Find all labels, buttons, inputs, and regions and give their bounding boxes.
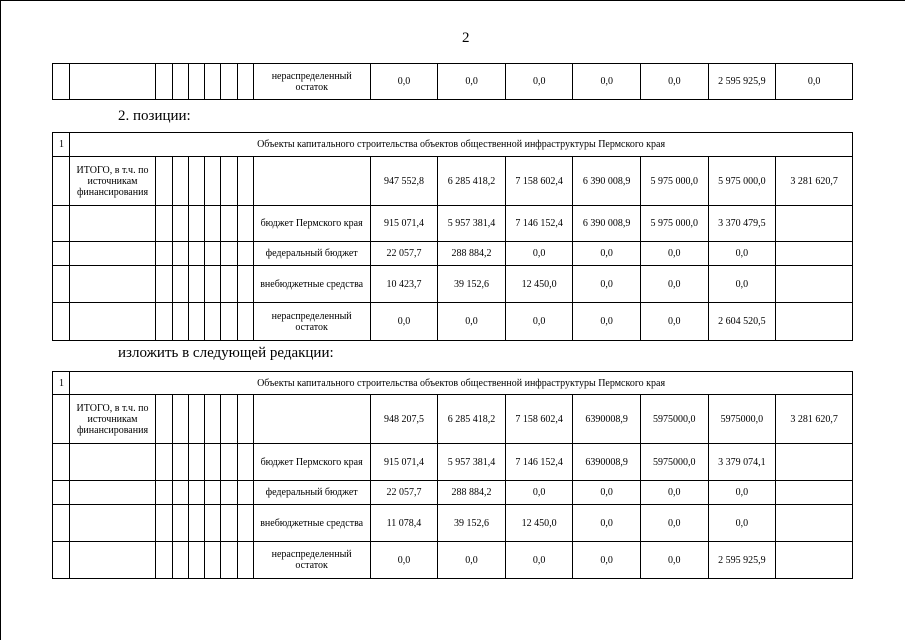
value-cell: 0,0 <box>708 266 776 303</box>
top-fragment-table <box>52 63 853 100</box>
cell <box>70 303 156 341</box>
value-cell: 2 604 520,5 <box>708 303 776 341</box>
value-cell <box>776 505 853 542</box>
heading-new-edition: изложить в следующей редакции: <box>118 345 334 361</box>
value-cell: 0,0 <box>505 242 573 266</box>
cell <box>205 444 221 481</box>
cell <box>189 303 205 341</box>
value-cell: 12 450,0 <box>505 266 573 303</box>
cell <box>53 444 70 481</box>
value-cell: 7 158 602,4 <box>505 157 573 206</box>
row-label: нераспределенный остаток <box>253 64 370 100</box>
value-cell: 0,0 <box>438 64 506 100</box>
cell <box>173 444 189 481</box>
cell <box>155 505 172 542</box>
cell <box>155 266 172 303</box>
value-cell: 6 390 008,9 <box>573 157 641 206</box>
cell <box>155 395 172 444</box>
cell <box>237 505 253 542</box>
value-cell: 0,0 <box>640 303 708 341</box>
cell <box>237 157 253 206</box>
table-row <box>53 303 853 341</box>
table-row <box>53 444 853 481</box>
cell <box>173 395 189 444</box>
value-cell: 915 071,4 <box>370 444 438 481</box>
cell <box>173 206 189 242</box>
value-cell: 5975000,0 <box>640 395 708 444</box>
cell <box>189 395 205 444</box>
value-cell: 0,0 <box>573 266 641 303</box>
value-cell: 0,0 <box>505 64 573 100</box>
row-index: 1 <box>53 372 70 395</box>
cell <box>205 206 221 242</box>
cell <box>221 505 237 542</box>
value-cell: 0,0 <box>573 303 641 341</box>
value-cell: 7 146 152,4 <box>505 206 573 242</box>
cell <box>221 444 237 481</box>
value-cell: 0,0 <box>370 303 438 341</box>
cell <box>53 303 70 341</box>
value-cell: 5975000,0 <box>708 395 776 444</box>
cell <box>53 542 70 579</box>
value-cell: 0,0 <box>640 505 708 542</box>
cell <box>221 157 237 206</box>
value-cell: 5 975 000,0 <box>640 157 708 206</box>
table-row <box>53 266 853 303</box>
cell <box>237 64 253 100</box>
value-cell: 0,0 <box>505 481 573 505</box>
table-title-row <box>53 133 853 157</box>
cell <box>70 505 156 542</box>
value-cell: 6 285 418,2 <box>438 395 506 444</box>
value-cell: 6 390 008,9 <box>573 206 641 242</box>
cell <box>221 242 237 266</box>
page-number: 2 <box>462 30 470 46</box>
cell <box>237 266 253 303</box>
value-cell: 0,0 <box>708 242 776 266</box>
table-row <box>53 157 853 206</box>
cell <box>155 242 172 266</box>
cell <box>155 444 172 481</box>
value-cell: 0,0 <box>640 542 708 579</box>
table-title: Объекты капитального строительства объектов общественной инфраструктуры Пермского края <box>70 133 853 157</box>
cell <box>173 542 189 579</box>
value-cell: 5 975 000,0 <box>708 157 776 206</box>
value-cell: 0,0 <box>708 481 776 505</box>
value-cell: 0,0 <box>438 303 506 341</box>
cell <box>70 542 156 579</box>
left-edge-line <box>0 0 1 640</box>
cell <box>205 242 221 266</box>
value-cell <box>776 303 853 341</box>
value-cell: 7 158 602,4 <box>505 395 573 444</box>
cell <box>205 395 221 444</box>
cell <box>155 542 172 579</box>
value-cell: 5 957 381,4 <box>438 444 506 481</box>
value-cell: 7 146 152,4 <box>505 444 573 481</box>
cell <box>173 242 189 266</box>
value-cell: 5 957 381,4 <box>438 206 506 242</box>
cell <box>53 481 70 505</box>
cell <box>189 505 205 542</box>
cell <box>237 303 253 341</box>
cell <box>173 505 189 542</box>
cell <box>221 266 237 303</box>
value-cell: 0,0 <box>505 303 573 341</box>
cell <box>53 157 70 206</box>
cell <box>155 206 172 242</box>
value-cell: 0,0 <box>640 266 708 303</box>
value-cell <box>776 242 853 266</box>
value-cell: 11 078,4 <box>370 505 438 542</box>
value-cell: 0,0 <box>640 481 708 505</box>
cell <box>189 481 205 505</box>
value-cell: 6390008,9 <box>573 444 641 481</box>
itogo-label: ИТОГО, в т.ч. по источникам финансирования <box>70 395 156 444</box>
value-cell: 0,0 <box>573 481 641 505</box>
table-old <box>52 132 853 341</box>
row-index: 1 <box>53 133 70 157</box>
row-label: нераспределенный остаток <box>253 303 370 341</box>
cell <box>53 266 70 303</box>
table-row <box>53 242 853 266</box>
value-cell: 12 450,0 <box>505 505 573 542</box>
value-cell: 10 423,7 <box>370 266 438 303</box>
value-cell <box>776 266 853 303</box>
table-row <box>53 481 853 505</box>
cell <box>70 266 156 303</box>
cell <box>221 206 237 242</box>
row-label <box>253 157 370 206</box>
value-cell: 0,0 <box>573 542 641 579</box>
cell <box>155 303 172 341</box>
cell <box>189 157 205 206</box>
cell <box>173 303 189 341</box>
value-cell: 0,0 <box>776 64 853 100</box>
table-row <box>53 64 853 100</box>
cell <box>53 395 70 444</box>
value-cell: 0,0 <box>505 542 573 579</box>
cell <box>173 64 189 100</box>
value-cell: 288 884,2 <box>438 242 506 266</box>
value-cell: 22 057,7 <box>370 242 438 266</box>
value-cell: 0,0 <box>573 242 641 266</box>
value-cell <box>776 444 853 481</box>
cell <box>70 481 156 505</box>
value-cell: 948 207,5 <box>370 395 438 444</box>
cell <box>173 481 189 505</box>
cell <box>53 64 70 100</box>
value-cell: 0,0 <box>573 64 641 100</box>
cell <box>189 206 205 242</box>
value-cell: 39 152,6 <box>438 505 506 542</box>
table-row <box>53 395 853 444</box>
cell <box>205 505 221 542</box>
cell <box>205 481 221 505</box>
value-cell: 0,0 <box>573 505 641 542</box>
cell <box>173 266 189 303</box>
value-cell: 288 884,2 <box>438 481 506 505</box>
cell <box>205 542 221 579</box>
value-cell: 0,0 <box>370 542 438 579</box>
value-cell <box>776 481 853 505</box>
itogo-label: ИТОГО, в т.ч. по источникам финансирования <box>70 157 156 206</box>
cell <box>221 481 237 505</box>
cell <box>205 266 221 303</box>
cell <box>189 542 205 579</box>
row-label: федеральный бюджет <box>253 242 370 266</box>
cell <box>205 303 221 341</box>
value-cell: 3 281 620,7 <box>776 395 853 444</box>
cell <box>237 206 253 242</box>
value-cell: 0,0 <box>708 505 776 542</box>
table-title-row <box>53 372 853 395</box>
value-cell: 5975000,0 <box>640 444 708 481</box>
cell <box>70 64 156 100</box>
value-cell: 22 057,7 <box>370 481 438 505</box>
row-label: федеральный бюджет <box>253 481 370 505</box>
cell <box>205 157 221 206</box>
value-cell: 0,0 <box>438 542 506 579</box>
table-title: Объекты капитального строительства объектов общественной инфраструктуры Пермского края <box>70 372 853 395</box>
table-new <box>52 371 853 579</box>
value-cell: 3 379 074,1 <box>708 444 776 481</box>
row-label: бюджет Пермского края <box>253 444 370 481</box>
heading-positions: 2. позиции: <box>118 108 191 124</box>
value-cell <box>776 206 853 242</box>
value-cell: 2 595 925,9 <box>708 64 776 100</box>
value-cell: 39 152,6 <box>438 266 506 303</box>
value-cell: 947 552,8 <box>370 157 438 206</box>
cell <box>155 481 172 505</box>
cell <box>237 242 253 266</box>
cell <box>221 542 237 579</box>
value-cell: 0,0 <box>641 64 709 100</box>
value-cell: 3 370 479,5 <box>708 206 776 242</box>
cell <box>53 505 70 542</box>
top-edge-line <box>0 0 905 1</box>
cell <box>70 242 156 266</box>
cell <box>53 242 70 266</box>
value-cell <box>776 542 853 579</box>
cell <box>221 395 237 444</box>
row-label: внебюджетные средства <box>253 266 370 303</box>
cell <box>155 64 172 100</box>
table-row <box>53 206 853 242</box>
cell <box>155 157 172 206</box>
cell <box>237 542 253 579</box>
value-cell: 0,0 <box>370 64 438 100</box>
cell <box>70 206 156 242</box>
cell <box>189 242 205 266</box>
value-cell: 2 595 925,9 <box>708 542 776 579</box>
cell <box>189 444 205 481</box>
cell <box>189 64 205 100</box>
row-label: нераспределенный остаток <box>253 542 370 579</box>
value-cell: 6 285 418,2 <box>438 157 506 206</box>
cell <box>237 481 253 505</box>
cell <box>189 266 205 303</box>
value-cell: 0,0 <box>640 242 708 266</box>
cell <box>53 206 70 242</box>
row-label: бюджет Пермского края <box>253 206 370 242</box>
cell <box>221 303 237 341</box>
cell <box>237 395 253 444</box>
value-cell: 915 071,4 <box>370 206 438 242</box>
row-label: внебюджетные средства <box>253 505 370 542</box>
cell <box>205 64 221 100</box>
cell <box>70 444 156 481</box>
value-cell: 6390008,9 <box>573 395 641 444</box>
value-cell: 5 975 000,0 <box>640 206 708 242</box>
cell <box>173 157 189 206</box>
row-label <box>253 395 370 444</box>
cell <box>237 444 253 481</box>
value-cell: 3 281 620,7 <box>776 157 853 206</box>
cell <box>221 64 237 100</box>
table-row <box>53 542 853 579</box>
table-row <box>53 505 853 542</box>
